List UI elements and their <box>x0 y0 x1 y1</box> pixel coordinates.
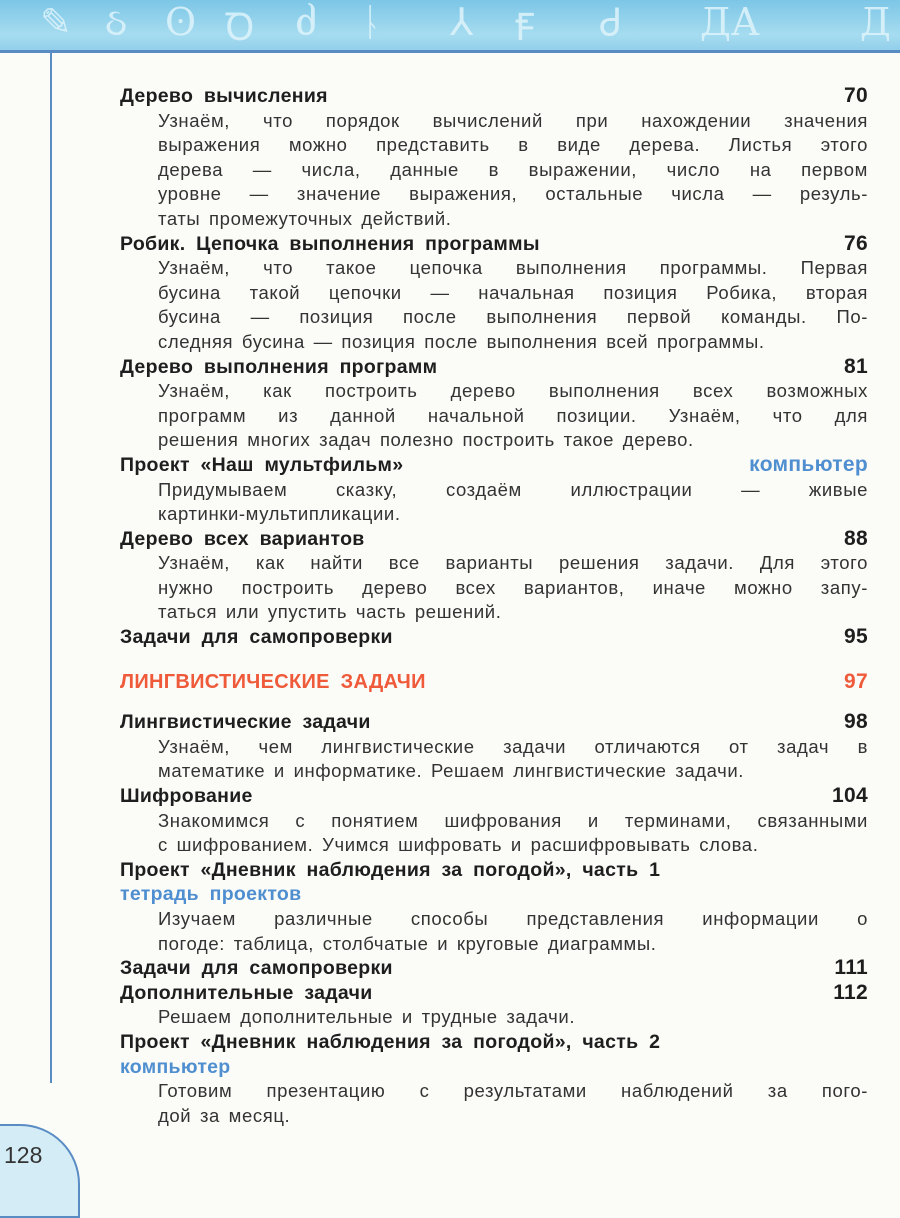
entry-title: Шифрование <box>120 785 253 808</box>
description-line: с шифрованием. Учимся шифровать и расшифровывать слова. <box>158 834 759 856</box>
entry-title: Дерево всех вариантов <box>120 527 365 550</box>
entry-heading <box>120 453 868 478</box>
description-line: программ из данной начальной позиции. Узнаём, что для <box>158 404 868 426</box>
page-number-tab <box>0 1124 80 1218</box>
description-line: дерева — числа, данные в выражении, число на первом <box>158 158 868 180</box>
entry-page: 95 <box>844 625 868 649</box>
entry-heading <box>120 956 868 981</box>
description-line: Узнаём, чем лингвистические задачи отличаются от задач в <box>158 735 868 757</box>
entry-page: 76 <box>844 231 868 255</box>
description-line: Узнаём, что порядок вычислений при нахождении значения <box>158 109 868 131</box>
entry-heading <box>120 625 868 650</box>
entry-heading <box>120 232 868 257</box>
toc-entry <box>120 527 868 625</box>
entry-page: 98 <box>844 710 868 734</box>
entry-page: 104 <box>832 784 868 808</box>
entry-heading <box>120 355 868 380</box>
entry-description <box>120 256 868 354</box>
page-margin-line <box>50 53 52 1083</box>
entry-heading <box>120 784 868 809</box>
entry-title: Задачи для самопроверки <box>120 957 393 980</box>
toc-entry <box>120 710 868 784</box>
table-of-contents <box>120 84 868 1128</box>
entry-description <box>120 1005 868 1030</box>
entry-heading <box>120 84 868 109</box>
entry-page: 97 <box>844 669 868 693</box>
entry-description <box>120 379 868 453</box>
description-line: математике и информатике. Решаем лингвистические задачи. <box>158 760 744 782</box>
description-line: выражения можно представить в виде дерева. Листья этого <box>158 134 868 156</box>
toc-entry <box>120 784 868 858</box>
entry-heading <box>120 710 868 735</box>
entry-description <box>120 551 868 625</box>
entry-title: Дополнительные задачи <box>120 981 373 1004</box>
toc-entry <box>120 232 868 355</box>
entry-heading <box>120 1030 868 1055</box>
description-line: Узнаём, что такое цепочка выполнения программы. Первая <box>158 257 868 279</box>
entry-heading <box>120 858 868 883</box>
toc-entry <box>120 84 868 232</box>
decorative-header-banner: ✎ ઠ ʘ Ꝺ ძ ᚿ ⅄ Ꞙ Ꮷ ДА Д <box>0 0 900 53</box>
entry-title: Проект «Дневник наблюдения за погодой», часть 2 <box>120 1030 661 1053</box>
toc-entry <box>120 453 868 527</box>
toc-entry <box>120 670 868 695</box>
description-line: Узнаём, как найти все варианты решения задачи. Для этого <box>158 552 868 574</box>
entry-title: Проект «Дневник наблюдения за погодой», часть 1 <box>120 858 661 881</box>
entry-description <box>120 907 868 956</box>
entry-description <box>120 1079 868 1128</box>
entry-page: 112 <box>833 980 868 1004</box>
toc-entry <box>120 625 868 650</box>
toc-entry <box>120 1030 868 1128</box>
description-line: Изучаем различные способы представления информации о <box>158 908 868 929</box>
entry-description <box>120 735 868 784</box>
description-line: бусина такой цепочки — начальная позиция Робика, вторая <box>158 281 868 303</box>
entry-title: Лингвистические задачи <box>120 711 371 734</box>
description-line: Готовим презентацию с результатами наблюдений за пого- <box>158 1080 868 1102</box>
entry-title: Робик. Цепочка выполнения программы <box>120 232 540 255</box>
description-line: погоде: таблица, столбчатые и круговые диаграммы. <box>158 932 657 954</box>
description-line: уровне — значение выражения, остальные числа — резуль- <box>158 183 868 205</box>
entry-heading <box>120 981 868 1006</box>
entry-title: Проект «Наш мультфильм» <box>120 453 404 476</box>
description-line: нужно построить дерево всех вариантов, иначе можно запу- <box>158 576 868 598</box>
toc-entry <box>120 355 868 453</box>
entry-description <box>120 809 868 858</box>
entry-description <box>120 109 868 232</box>
page-number: 128 <box>4 1142 43 1168</box>
toc-entry <box>120 858 868 956</box>
description-line: Знакомимся с понятием шифрования и терминами, связанными <box>158 809 868 831</box>
entry-title: Дерево вычисления <box>120 85 328 107</box>
description-line: бусина — позиция после выполнения первой команды. По- <box>158 306 868 328</box>
entry-location: тетрадь проектов <box>120 883 302 906</box>
entry-page: 88 <box>844 526 868 550</box>
entry-location: компьютер <box>120 1055 231 1078</box>
description-line: таться или упустить часть решений. <box>158 601 502 623</box>
description-line: Узнаём, как построить дерево выполнения всех возможных <box>158 380 868 402</box>
entry-page: 70 <box>844 84 868 107</box>
description-line: решения многих задач полезно построить такое дерево. <box>158 429 694 451</box>
entry-page: 81 <box>844 354 868 378</box>
entry-title: Дерево выполнения программ <box>120 355 438 378</box>
description-line: Решаем дополнительные и трудные задачи. <box>158 1006 576 1028</box>
entry-heading <box>120 527 868 552</box>
description-line: следняя бусина — позиция после выполнения всей программы. <box>158 330 765 352</box>
section-heading <box>120 670 868 695</box>
description-line: картинки-мультипликации. <box>158 503 401 525</box>
description-line: таты промежуточных действий. <box>158 207 452 229</box>
entry-title: ЛИНГВИСТИЧЕСКИЕ ЗАДАЧИ <box>120 670 426 693</box>
description-line: Придумываем сказку, создаём иллюстрации — живые <box>158 478 868 500</box>
entry-title: Задачи для самопроверки <box>120 626 393 649</box>
toc-entry <box>120 956 868 981</box>
entry-page: компьютер <box>749 452 868 476</box>
entry-page: 111 <box>834 956 868 980</box>
entry-description <box>120 478 868 527</box>
toc-entry <box>120 981 868 1030</box>
description-line: дой за месяц. <box>158 1104 291 1126</box>
